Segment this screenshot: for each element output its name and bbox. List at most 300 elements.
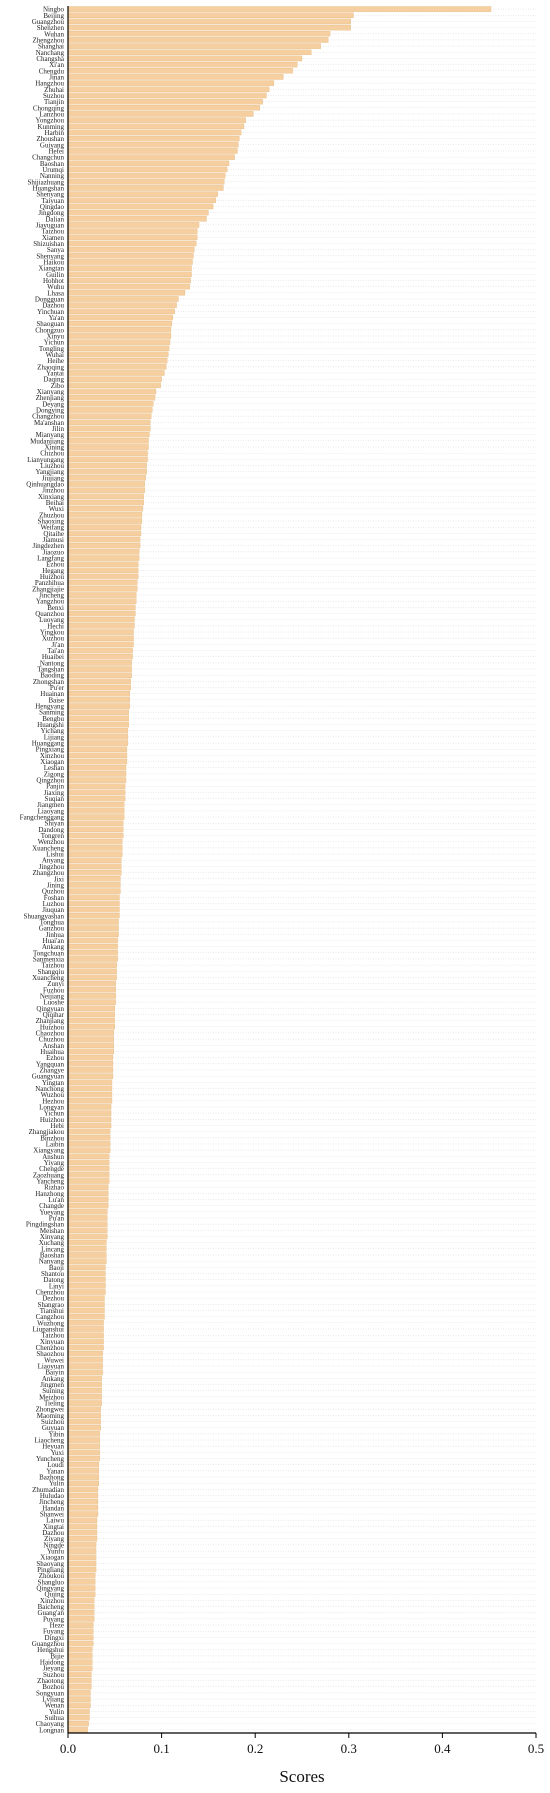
bar [68,784,125,789]
bar [68,395,155,400]
x-tick-label: 0.4 [434,1741,451,1756]
category-label: Liuzhou [40,462,64,471]
bar [68,1166,109,1171]
bar [68,666,132,671]
bar [68,654,133,659]
bar [68,605,135,610]
category-label: Guang'an [37,1609,64,1618]
category-label: Pu'an [48,1214,64,1223]
category-label: Jixi [53,875,64,884]
bar [68,716,129,721]
bar [68,944,118,949]
bar [68,1629,93,1634]
category-label: Loudi [47,1461,64,1470]
category-label: Jingdezhen [32,542,64,551]
category-label: Zaozhuang [32,1171,64,1180]
category-label: Qingzhou [36,776,64,785]
bar [68,173,225,178]
bar [68,229,197,234]
category-label: Yunfu [46,1547,64,1556]
category-label: Huangshi [37,721,64,730]
category-label: Xuancheng [32,973,64,982]
category-label: Taiyuan [41,196,64,205]
bar [68,1542,96,1547]
bar [68,1129,110,1134]
bar [68,673,132,678]
bar [68,1413,101,1418]
bar [68,932,119,937]
bar [68,1690,90,1695]
bar [68,303,177,308]
bar [68,1345,104,1350]
category-label: Qingyuan [36,1004,64,1013]
category-label: Shaoguan [36,320,64,329]
category-label: Ningde [43,1541,64,1550]
category-label: Zigong [43,770,64,779]
bar [68,247,194,252]
category-label: Baicheng [37,1603,64,1612]
category-label: Liaoyang [37,807,64,816]
bar [68,1370,103,1375]
category-label: Fuyang [43,1627,64,1636]
bar [68,648,133,653]
category-label: Qingyang [36,1584,64,1593]
bar [68,586,137,591]
bar [68,1407,101,1412]
category-label: Zibo [50,381,64,390]
bar [68,1703,90,1708]
bar [68,1246,106,1251]
category-label: Yulin [48,1707,64,1716]
bar [68,1696,90,1701]
category-label: Huai'an [42,936,64,945]
bar [68,457,148,462]
category-label: Dongguan [34,295,64,304]
category-label: Hegang [42,566,64,575]
bar [68,938,118,943]
category-label: Yongzhou [35,116,64,125]
bar [68,574,138,579]
category-label: Yueyang [39,1208,64,1217]
bar [68,913,119,918]
category-label: Xinzhou [39,1596,64,1605]
bar [68,1505,98,1510]
bar [68,222,199,227]
bar [68,216,207,221]
bar [68,198,216,203]
category-label: Baoji [48,1263,64,1272]
bar [68,432,149,437]
category-label: Fuzhou [43,986,64,995]
category-label: Guangzhou [31,17,64,26]
bar [68,118,246,123]
bar [68,956,118,961]
category-label: Shaoyang [36,1559,64,1568]
bar [68,969,117,974]
bar [68,876,120,881]
category-label: Dezhou [42,1294,64,1303]
category-label: Anshan [42,1041,64,1050]
bar [68,611,135,616]
category-label: Laiwu [46,1516,64,1525]
category-label: Nantong [39,659,64,668]
bar [68,284,190,289]
category-label: Sanming [39,708,64,717]
bar [68,623,134,628]
category-label: Tongling [38,344,64,353]
category-label: Zhengzhou [32,36,64,45]
category-label: Tongren [40,832,64,841]
bar [68,537,140,542]
bar [68,1511,98,1516]
bar [68,1098,112,1103]
category-label: Jiaozuo [42,548,64,557]
category-label: Lu'an [48,1195,64,1204]
category-label: Tai'an [47,647,64,656]
bar [68,592,136,597]
bar [68,272,192,277]
category-label: Chengde [39,1165,64,1174]
category-label: Yancheng [36,1177,64,1186]
category-label: Luzhou [42,899,64,908]
bar [68,1610,94,1615]
category-label: Nanyang [38,1257,64,1266]
bar [68,204,213,209]
category-label: Ankang [41,943,64,952]
bar [68,1030,114,1035]
bar [68,469,147,474]
category-label: Chaoyang [35,1720,64,1729]
category-label: Zhoushan [36,135,64,144]
category-label: Dingxi [44,1633,64,1642]
bar [68,777,126,782]
bar [68,1394,102,1399]
bar [68,907,119,912]
bar [68,494,144,499]
bar [68,1357,103,1362]
bar [68,352,168,357]
bar [68,1431,100,1436]
category-label: Mianyang [35,431,64,440]
category-label: Wuzhou [40,1091,64,1100]
category-label: Zhangjiajie [32,585,64,594]
bar [68,364,166,369]
bar [68,1437,100,1442]
bar [68,740,128,745]
bar [68,81,274,86]
bar [68,1160,109,1165]
category-label: Haikou [43,258,64,267]
bar [68,130,241,135]
category-label: Longnan [39,1726,64,1735]
bar [68,481,145,486]
category-label: Yulin [48,1479,64,1488]
category-label: Xinzhou [39,751,64,760]
bar [68,1555,96,1560]
category-label: Jiujiang [41,474,64,483]
bar [68,796,125,801]
bar [68,642,134,647]
category-label: Taizhou [41,961,64,970]
bar [68,845,122,850]
category-label: Zhangzhou [32,869,64,878]
category-label: Liaoyuan [37,1362,64,1371]
bar [68,1481,99,1486]
bar [68,1474,99,1479]
category-label: Huaihua [40,1047,64,1056]
category-label: Xiangtan [38,264,64,273]
category-label: Guilin [46,270,64,279]
category-label: Binzhou [40,1134,64,1143]
bar [68,1530,97,1535]
bar [68,1104,111,1109]
category-label: Xiaogan [40,1553,64,1562]
category-label: Yiyang [43,1158,64,1167]
category-label: Xiamen [41,233,64,242]
category-label: Yingkou [39,628,64,637]
category-label: Chongzuo [35,326,64,335]
bar [68,814,124,819]
category-label: Yuncheng [36,1455,64,1464]
bar [68,111,253,116]
bar [68,235,197,240]
category-label: Yuxi [50,1448,64,1457]
bar [68,901,119,906]
bar [68,1283,105,1288]
bar [68,1055,113,1060]
bar [68,407,152,412]
category-label: Xuancheng [32,844,64,853]
bar [68,377,162,382]
bar [68,414,151,419]
bar [68,1524,97,1529]
bar [68,802,124,807]
bar [68,1678,91,1683]
bar [68,346,169,351]
bar [68,858,121,863]
category-label: Baoshan [39,159,64,168]
category-label: Yingtan [41,1078,64,1087]
category-label: Lishui [46,850,64,859]
bar [68,13,353,18]
category-label: Lhasa [47,289,64,298]
bar [68,1228,107,1233]
bar [68,975,117,980]
category-label: Daqing [43,375,64,384]
category-label: Jingzhou [38,862,64,871]
category-label: Ziyang [44,1535,64,1544]
category-label: Hangzhou [35,79,64,88]
category-label: Baoshan [39,1251,64,1260]
category-label: Tieling [44,1399,64,1408]
category-label: Yangquan [35,1060,64,1069]
category-label: Yibin [48,1430,64,1439]
bar [68,1333,104,1338]
bar [68,451,148,456]
bar [68,1024,115,1029]
bar [68,1548,96,1553]
bar [68,882,120,887]
category-label: Jiangmen [37,801,64,810]
bar [68,155,235,160]
category-label: Jiamusi [42,536,64,545]
bar [68,309,175,314]
category-label: Dandong [38,825,64,834]
category-label: Xiaogan [40,758,64,767]
category-label: Dalian [45,215,64,224]
category-label: Huanggang [31,739,64,748]
category-label: Shizuishan [33,239,64,248]
category-label: Taizhou [41,227,64,236]
category-label: Heihe [47,357,64,366]
category-label: Nanning [39,172,64,181]
category-label: Hebi [50,1121,64,1130]
category-label: Baiyin [45,1368,64,1377]
bar [68,1604,94,1609]
category-label: Yichang [40,727,64,736]
bar [68,192,218,197]
bar [68,1326,104,1331]
bar [68,1635,93,1640]
bar [68,142,238,147]
bar [68,1487,98,1492]
category-label: Kunming [37,122,64,131]
category-label: Guangyuan [31,1072,64,1081]
bar [68,1721,89,1726]
category-label: Neijiang [39,992,64,1001]
category-label: Yantai [46,369,64,378]
category-label: Sanya [46,246,64,255]
bar [68,25,351,30]
bar [68,1006,115,1011]
bar [68,790,125,795]
category-label: Zhoukou [38,1572,64,1581]
bar [68,1067,113,1072]
category-label: Pingdingshan [25,1220,64,1229]
category-label: Xingtai [43,1522,64,1531]
bar [68,993,116,998]
category-label: Sanmenxia [32,955,64,964]
category-label: Dongying [36,406,64,415]
bar [68,1493,98,1498]
category-label: Changde [39,1202,64,1211]
bar [68,1185,108,1190]
bar [68,1111,111,1116]
bar [68,531,141,536]
category-label: Yichun [43,1109,64,1118]
category-label: Zhongshan [32,677,64,686]
category-label: Shangrao [37,1300,64,1309]
category-label: Qujing [44,1590,64,1599]
category-label: Xining [44,443,64,452]
bar [68,1061,113,1066]
category-label: Huizhou [39,573,64,582]
bar [68,74,283,79]
category-label: Zunyi [47,980,64,989]
category-label: Bozhou [42,1683,64,1692]
bar [68,691,130,696]
bar [68,333,171,338]
category-label: Shantou [41,1269,64,1278]
x-tick-label: 0.0 [59,1741,77,1756]
category-label: Nanchong [35,1084,64,1093]
category-label: Zhuhai [44,85,64,94]
bar [68,963,117,968]
category-label: Wuhu [47,283,64,292]
bar [68,1234,107,1239]
bar [68,426,150,431]
bar [68,1191,108,1196]
bar [68,1215,107,1220]
category-label: Harbin [44,128,64,137]
category-label: Ezhou [46,560,64,569]
category-label: Ma'anshan [33,418,64,427]
bar [68,1296,105,1301]
category-label: Changchun [32,153,64,162]
category-label: Deyang [42,400,64,409]
bar [68,296,178,301]
bar [68,1499,98,1504]
category-label: Wuhai [45,350,64,359]
bar [68,1450,100,1455]
category-label: Bijie [50,1652,64,1661]
bar [68,1209,107,1214]
category-label: Chuzhou [38,1035,64,1044]
category-label: Handan [42,1504,64,1513]
category-label: Yichun [43,338,64,347]
category-label: Rizhao [44,1183,64,1192]
category-label: Xinyuan [39,1337,64,1346]
category-label: Baise [48,696,64,705]
category-label: Beihai [45,499,64,508]
category-label: Shenyang [36,252,64,261]
bar [68,1351,103,1356]
bar [68,753,127,758]
bar [68,1314,105,1319]
bar [68,1536,97,1541]
bar [68,1672,91,1677]
category-label: Suizhou [41,1418,64,1427]
bar [68,1456,100,1461]
bar [68,1222,107,1227]
bar [68,1000,116,1005]
category-label: Shenzhen [36,24,64,33]
bar [68,759,127,764]
bar [68,1561,96,1566]
category-label: Suining [42,1387,64,1396]
bar [68,1203,108,1208]
bar [68,31,330,36]
bar [68,327,171,332]
category-label: Mudanjiang [30,437,64,446]
category-label: Pingxiang [35,745,64,754]
category-label: Meizhou [39,1393,64,1402]
bar [68,444,148,449]
bar [68,463,147,468]
category-label: Taizhou [41,1331,64,1340]
bar [68,1320,104,1325]
bar [68,358,167,363]
bar [68,1573,95,1578]
category-label: Ya'an [48,313,64,322]
bar [68,62,297,67]
bar [68,1641,93,1646]
bar [68,1289,105,1294]
bar [68,1012,115,1017]
category-label: Fangchenggang [19,813,64,822]
category-label: Wuhan [44,30,64,39]
bar [68,185,223,190]
